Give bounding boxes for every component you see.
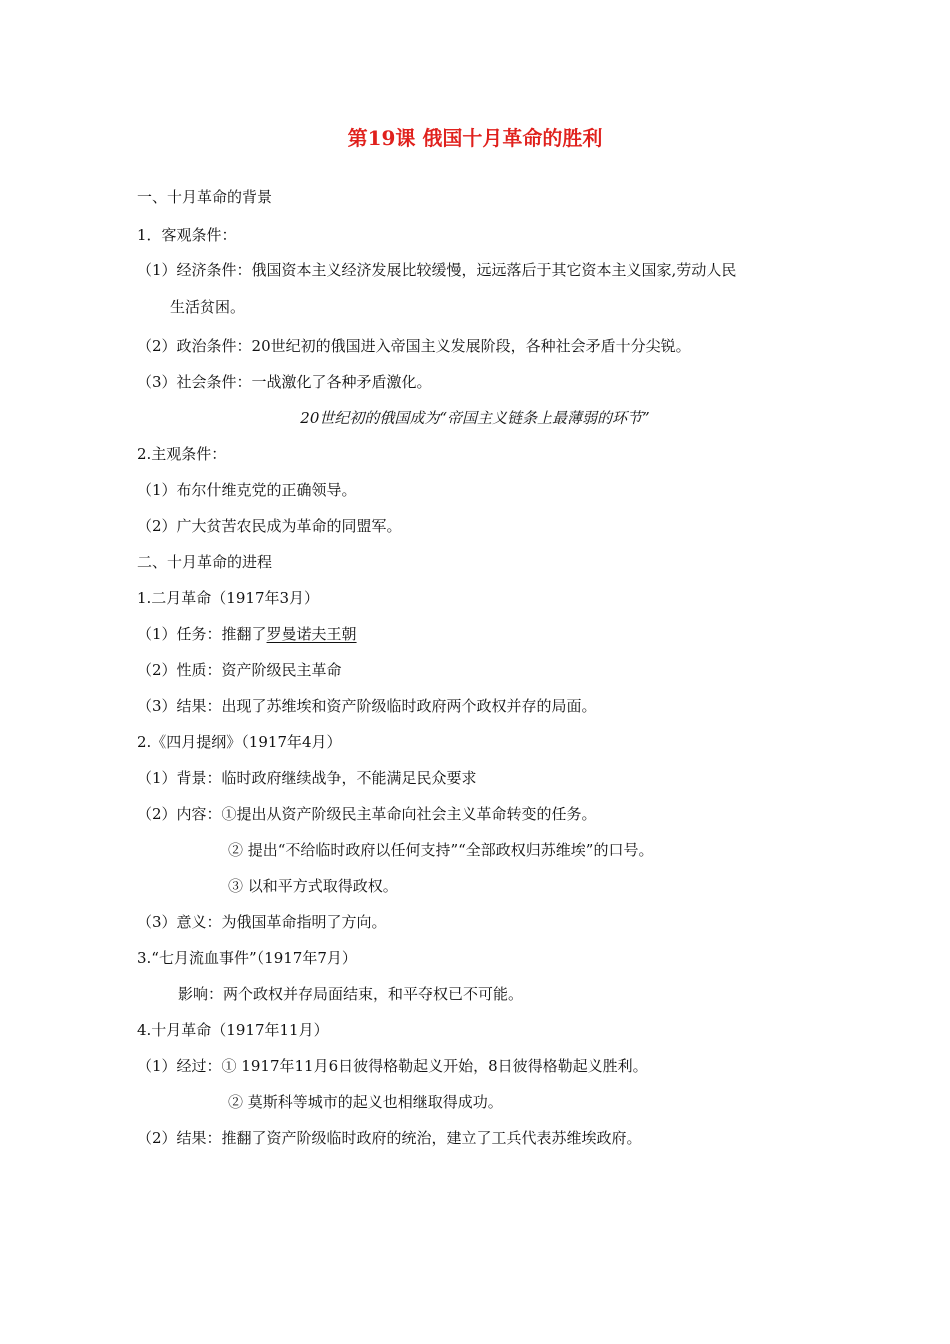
subheading-subjective-conditions: 2.主观条件： (137, 445, 227, 463)
item-october-course-1: （1）经过：① 1917年11月6日彼得格勒起义开始，8日彼得格勒起义胜利。 (137, 1057, 648, 1075)
item-february-task-label: （1）任务：推翻了 (137, 625, 267, 643)
item-february-task (137, 623, 357, 645)
item-april-content-2: ② 提出“不给临时政府以任何支持”“全部政权归苏维埃”的口号。 (228, 841, 654, 859)
conclusion-weakest-link: 20世纪初的俄国成为“帝国主义链条上最薄弱的环节” (300, 409, 650, 427)
item-october-course-2: ② 莫斯科等城市的起义也相继取得成功。 (228, 1093, 503, 1111)
subheading-objective-conditions: 1．客观条件： (137, 226, 237, 244)
item-october-result: （2）结果：推翻了资产阶级临时政府的统治，建立了工兵代表苏维埃政府。 (137, 1129, 642, 1147)
section-heading-background: 一、十月革命的背景 (137, 188, 273, 206)
item-political-condition: （2）政治条件：20世纪初的俄国进入帝国主义发展阶段，各种社会矛盾十分尖锐。 (137, 337, 691, 355)
item-peasant-allies: （2）广大贫苦农民成为革命的同盟军。 (137, 517, 402, 535)
item-april-content-3: ③ 以和平方式取得政权。 (228, 877, 398, 895)
item-economic-condition: （1）经济条件：俄国资本主义经济发展比较缓慢，远远落后于其它资本主义国家,劳动人民 (137, 261, 737, 279)
item-april-content-1: （2）内容：①提出从资产阶级民主革命向社会主义革命转变的任务。 (137, 805, 597, 823)
item-april-background: （1）背景：临时政府继续战争，不能满足民众要求 (137, 769, 477, 787)
item-economic-condition-continued: 生活贫困。 (170, 298, 246, 316)
item-february-result: （3）结果：出现了苏维埃和资产阶级临时政府两个政权并存的局面。 (137, 697, 597, 715)
item-july-impact: 影响：两个政权并存局面结束，和平夺权已不可能。 (178, 985, 524, 1003)
romanov-dynasty-underlined: 罗曼诺夫王朝 (266, 625, 357, 643)
item-social-condition: （3）社会条件：一战激化了各种矛盾激化。 (137, 373, 432, 391)
subheading-july-days: 3.“七月流血事件”（1917年7月） (137, 949, 357, 967)
item-february-nature: （2）性质：资产阶级民主革命 (137, 661, 342, 679)
subheading-february-revolution: 1.二月革命（1917年3月） (137, 589, 320, 607)
page-title: 第19课 俄国十月革命的胜利 (347, 126, 603, 150)
subheading-april-theses: 2.《四月提纲》（1917年4月） (137, 733, 342, 751)
subheading-october-revolution: 4.十月革命（1917年11月） (137, 1021, 329, 1039)
item-bolshevik-leadership: （1）布尔什维克党的正确领导。 (137, 481, 357, 499)
section-heading-process: 二、十月革命的进程 (137, 553, 273, 571)
item-april-significance: （3）意义：为俄国革命指明了方向。 (137, 913, 387, 931)
